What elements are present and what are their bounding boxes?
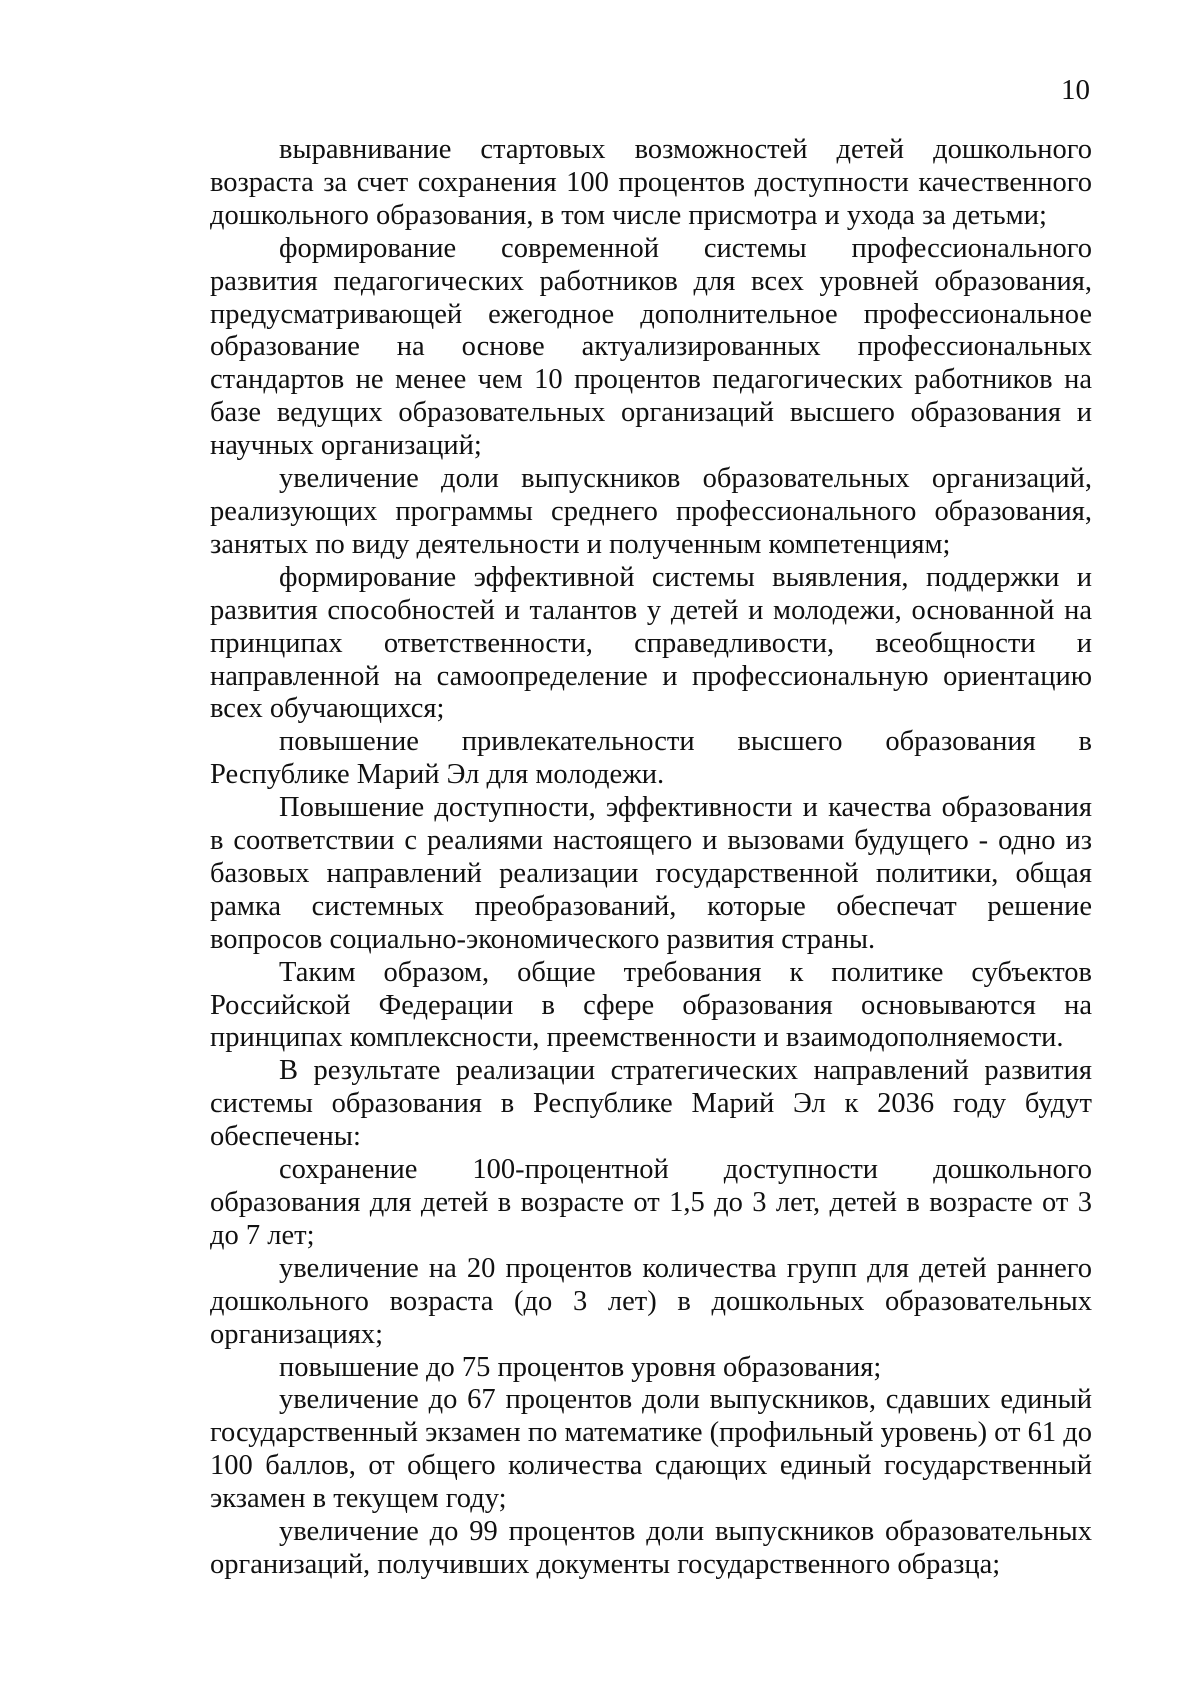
paragraph: увеличение до 99 процентов доли выпускников образовательных организаций, получивших документы государственного образца;: [210, 1516, 1092, 1580]
paragraph: увеличение на 20 процентов количества групп для детей раннего дошкольного возраста (до 3 лет) в дошкольных образовательных организациях;: [210, 1252, 1092, 1350]
paragraph: увеличение доли выпускников образовательных организаций, реализующих программы среднего профессионального образования, занятых по виду деятельности и полученным компетенциям;: [210, 463, 1092, 560]
paragraph: повышение до 75 процентов уровня образования;: [279, 1351, 882, 1383]
paragraph: В результате реализации стратегических направлений развития системы образования в Республике Марий Эл к 2036 году будут обеспечены:: [210, 1055, 1092, 1153]
paragraph: повышение привлекательности высшего образования в Республике Марий Эл для молодежи.: [210, 726, 1092, 791]
paragraph: увеличение до 67 процентов доли выпускников, сдавших единый государственный экзамен по математике (профильный уровень) от 61 до 100 баллов, от общего количества сдающих единый государственный экзамен в текущем году;: [210, 1384, 1093, 1515]
document-body: [210, 134, 1092, 1582]
paragraph: сохранение 100-процентной доступности дошкольного образования для детей в возрасте от 1,5 до 3 лет, детей в возрасте от 3 до 7 лет;: [210, 1154, 1092, 1251]
paragraph: формирование эффективной системы выявления, поддержки и развития способностей и талантов у детей и молодежи, основанной на принципах ответственности, справедливости, всеобщности и направленной на самоопределение и профессиональную ориентацию всех обучающихся;: [210, 561, 1092, 725]
paragraph: выравнивание стартовых возможностей детей дошкольного возраста за счет сохранения 100 процентов доступности качественного дошкольного образования, в том числе присмотра и ухода за детьми;: [210, 134, 1092, 231]
paragraph: Таким образом, общие требования к политике субъектов Российской Федерации в сфере образования основываются на принципах комплексности, преемственности и взаимодополняемости.: [210, 956, 1092, 1054]
paragraph: формирование современной системы профессионального развития педагогических работников для всех уровней образования, предусматривающей ежегодное дополнительное профессиональное образование на основе актуализированных профессиональных стандартов не менее чем 10 процентов педагогических работников на базе ведущих образовательных организаций высшего образования и научных организаций;: [210, 232, 1092, 462]
paragraph: Повышение доступности, эффективности и качества образования в соответствии с реалиями настоящего и вызовами будущего - одно из базовых направлений реализации государственной политики, общая рамка системных преобразований, которые обеспечат решение вопросов социально-экономического развития страны.: [210, 792, 1092, 955]
page-number: 10: [1061, 74, 1090, 106]
